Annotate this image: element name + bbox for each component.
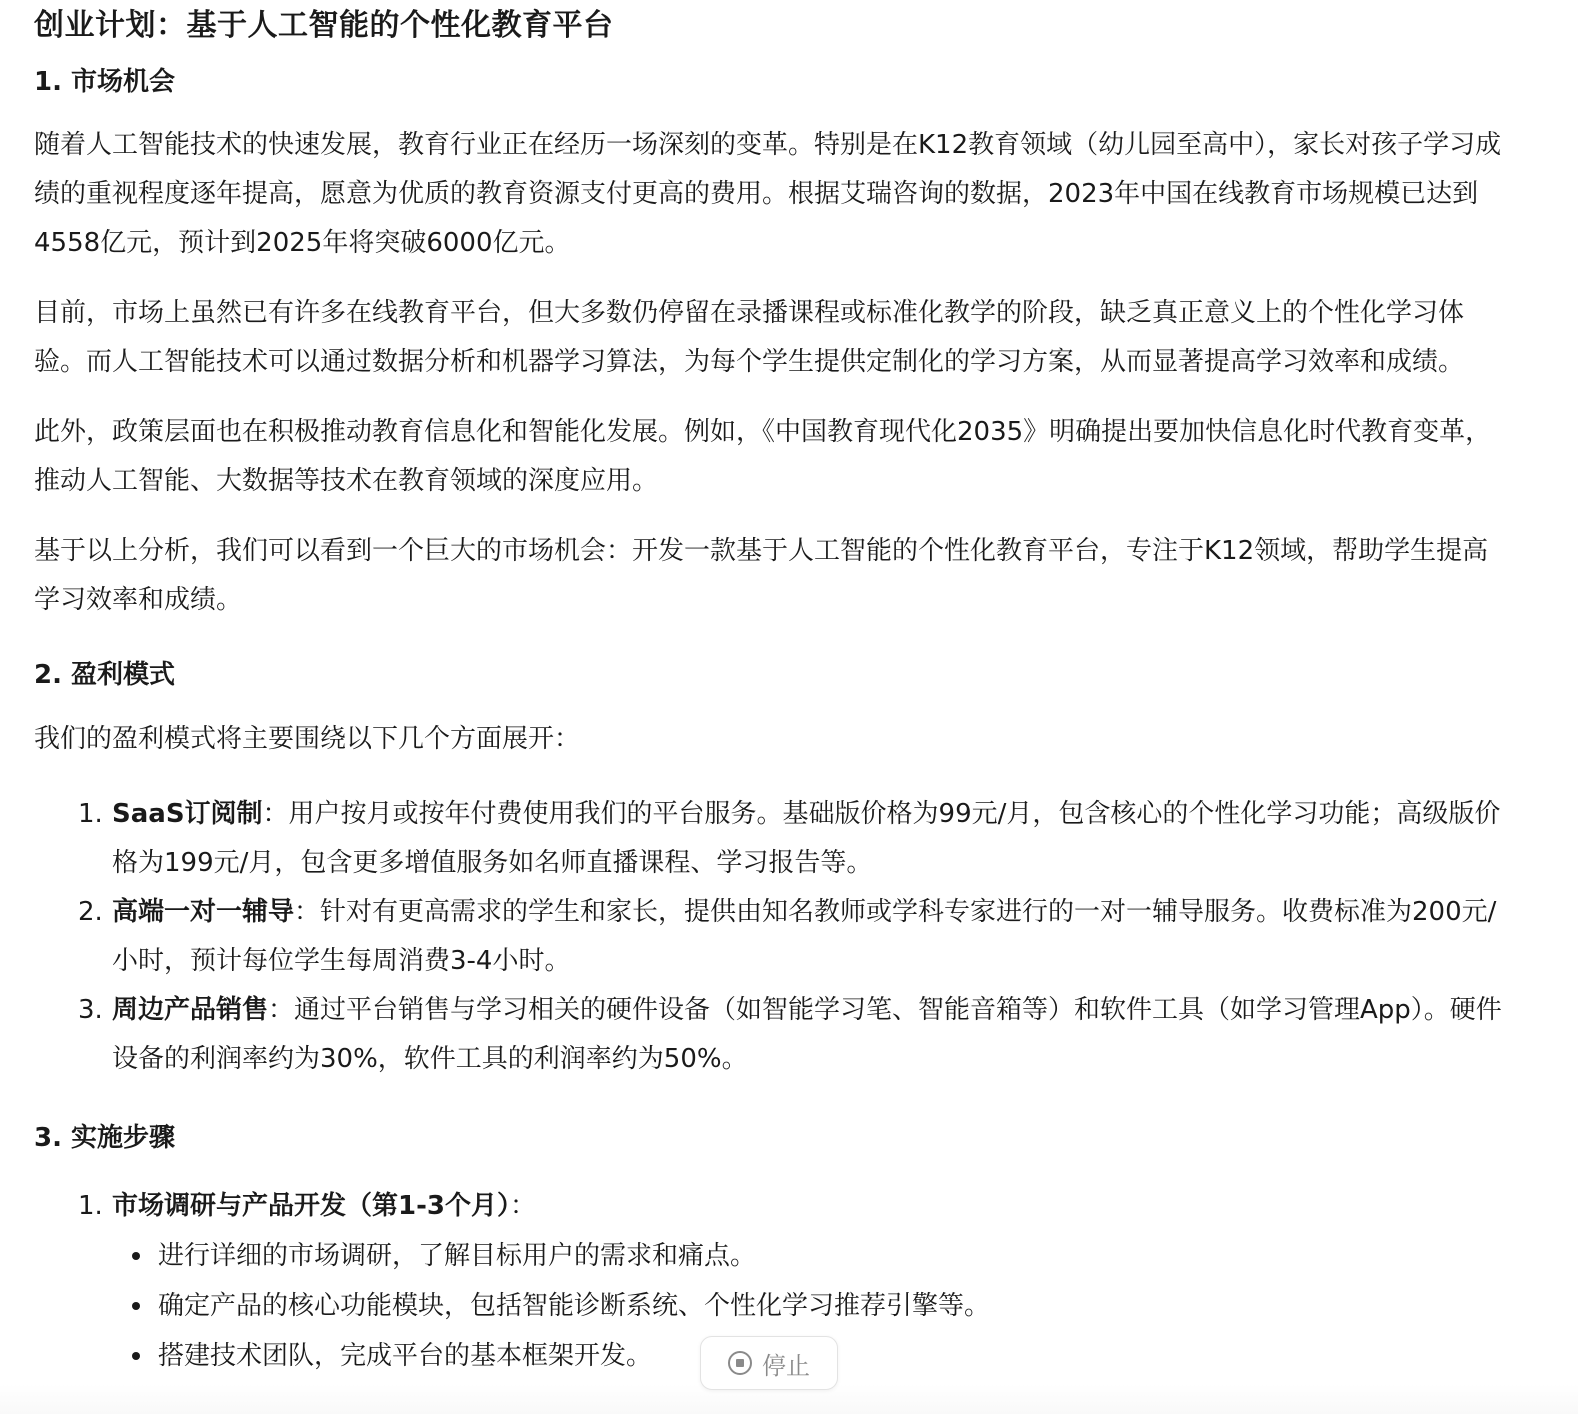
list-item-text: ：针对有更高需求的学生和家长，提供由知名教师或学科专家进行的一对一辅导服务。收费标准为200元/小时，预计每位学生每周消费3-4小时。 [112, 897, 1497, 976]
stop-circle-icon [728, 1351, 752, 1375]
paragraph-market-2: 目前，市场上虽然已有许多在线教育平台，但大多数仍停留在录播课程或标准化教学的阶段，缺乏真正意义上的个性化学习体验。而人工智能技术可以通过数据分析和机器学习算法，为每个学生提供定制化的学习方案，从而显著提高学习效率和成绩。 [34, 298, 1465, 377]
list-number: 1. [78, 1191, 103, 1221]
stop-generating-button[interactable] [700, 1336, 838, 1390]
paragraph-market-1: 随着人工智能技术的快速发展，教育行业正在经历一场深刻的变革。特别是在K12教育领域（幼儿园至高中），家长对孩子学习成绩的重视程度逐年提高，愿意为优质的教育资源支付更高的费用。根据艾瑞咨询的数据，2023年中国在线教育市场规模已达到4558亿元，预计到2025年将突破6000亿元。 [34, 130, 1502, 258]
sub-list-item-text: 进行详细的市场调研，了解目标用户的需求和痛点。 [158, 1241, 757, 1271]
section-heading-profit: 2. 盈利模式 [34, 660, 176, 690]
bullet-icon [132, 1252, 140, 1260]
list-item-text: ：用户按月或按年付费使用我们的平台服务。基础版价格为99元/月，包含核心的个性化学习功能；高级版价格为199元/月，包含更多增值服务如名师直播课程、学习报告等。 [112, 799, 1501, 878]
list-item-text: ：通过平台销售与学习相关的硬件设备（如智能学习笔、智能音箱等）和软件工具（如学习管理App）。硬件设备的利润率约为30%，软件工具的利润率约为50%。 [112, 995, 1502, 1074]
sub-list-item-text: 搭建技术团队，完成平台的基本框架开发。 [158, 1341, 653, 1371]
bullet-icon [132, 1352, 140, 1360]
list-item-title: SaaS订阅制 [112, 799, 263, 829]
list-item-text: ： [509, 1191, 536, 1221]
list-number: 1. [78, 799, 103, 829]
list-number: 3. [78, 995, 103, 1025]
chat-response [34, 0, 1514, 1381]
list-item [34, 790, 1514, 888]
stop-button-label: 停止 [762, 1351, 810, 1380]
profit-model-list [34, 790, 1514, 1084]
paragraph-market-3: 此外，政策层面也在积极推动教育信息化和智能化发展。例如，《中国教育现代化2035》明确提出要加快信息化时代教育变革，推动人工智能、大数据等技术在教育领域的深度应用。 [34, 417, 1492, 496]
paragraph-market-4: 基于以上分析，我们可以看到一个巨大的市场机会：开发一款基于人工智能的个性化教育平台，专注于K12领域，帮助学生提高学习效率和成绩。 [34, 536, 1489, 615]
section-heading-market: 1. 市场机会 [34, 67, 176, 97]
list-number: 2. [78, 897, 103, 927]
page-title: 创业计划：基于人工智能的个性化教育平台 [34, 8, 614, 43]
sub-list-item [112, 1231, 1514, 1281]
list-item-title: 周边产品销售 [112, 995, 269, 1025]
sub-list-item-text: 确定产品的核心功能模块，包括智能诊断系统、个性化学习推荐引擎等。 [158, 1291, 991, 1321]
list-item-title: 高端一对一辅导 [112, 897, 295, 927]
paragraph-profit-intro: 我们的盈利模式将主要围绕以下几个方面展开： [34, 724, 581, 754]
list-item [34, 888, 1514, 986]
bullet-icon [132, 1302, 140, 1310]
list-item-title: 市场调研与产品开发（第1-3个月） [112, 1191, 510, 1221]
section-heading-steps: 3. 实施步骤 [34, 1123, 176, 1153]
sub-list-item [112, 1281, 1514, 1331]
list-item [34, 986, 1514, 1084]
